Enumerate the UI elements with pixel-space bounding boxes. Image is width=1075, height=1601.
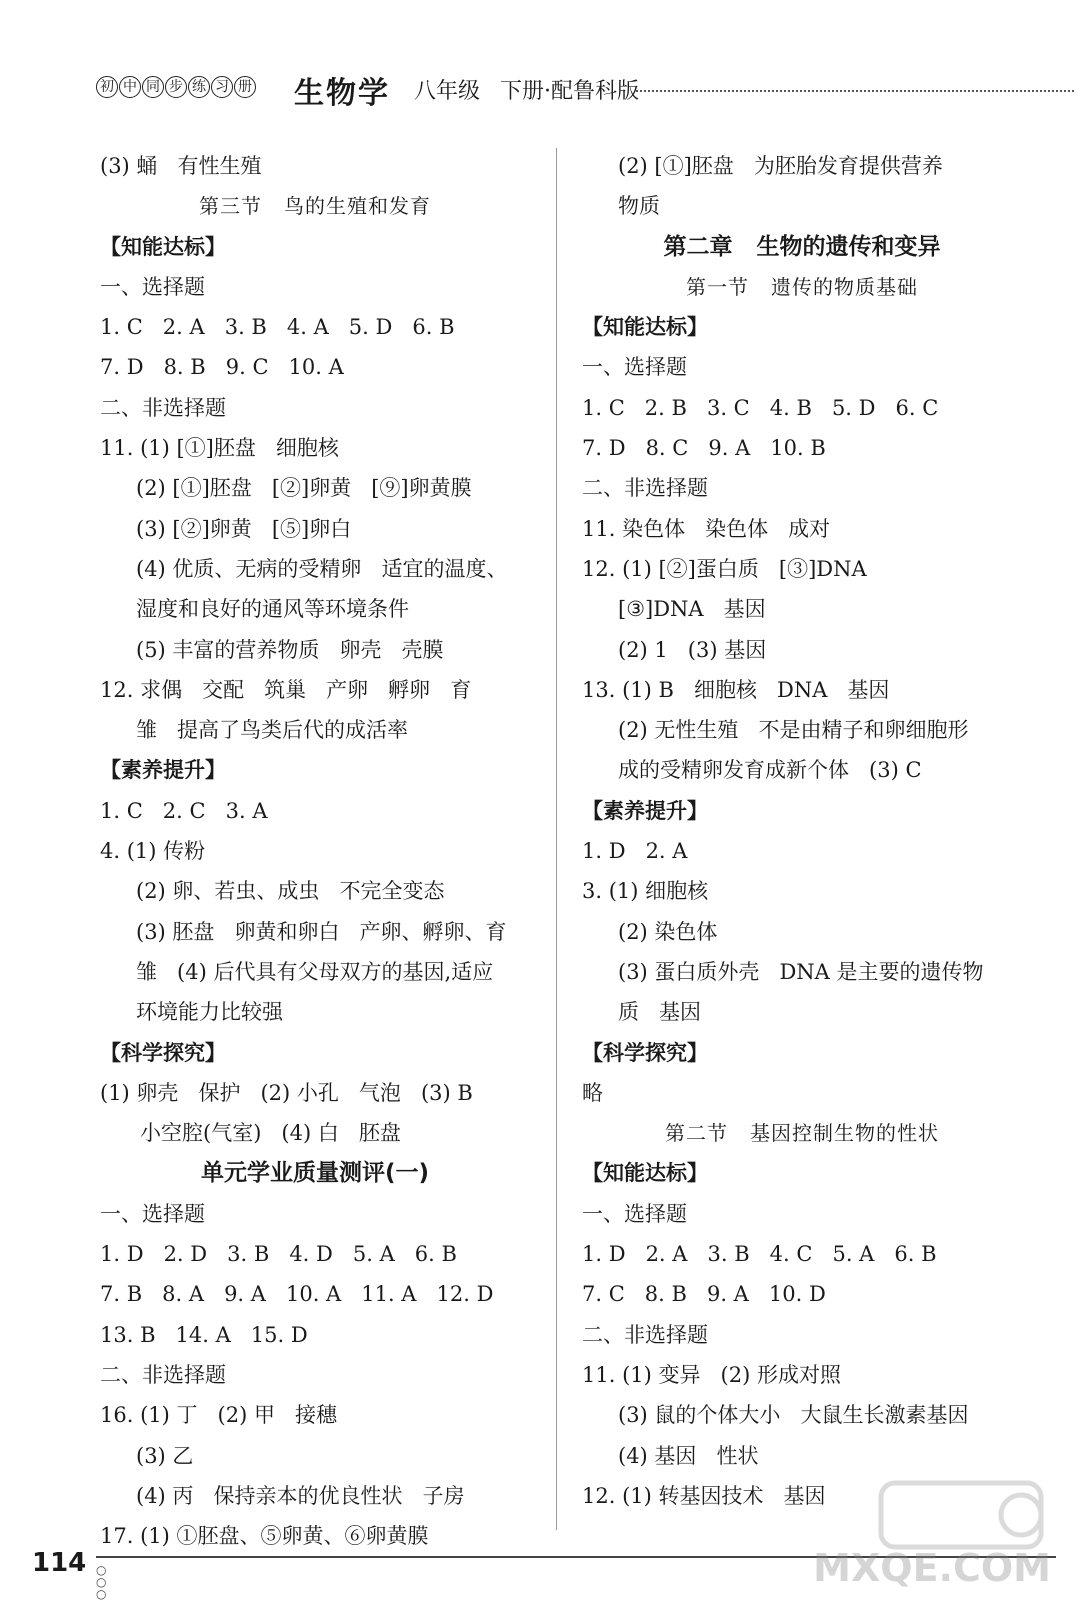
section-heading: 第三节 鸟的生殖和发育	[198, 194, 432, 219]
answer-line: 二、非选择题	[582, 1322, 708, 1347]
series-logo-char: 中	[119, 76, 141, 98]
answer-line: 7. B 8. A 9. A 10. A 11. A 12. D	[100, 1282, 494, 1307]
answer-line: 雏 提高了鸟类后代的成活率	[136, 718, 409, 743]
answer-line: (4) 丙 保持亲本的优良性状 子房	[136, 1483, 465, 1508]
series-logo	[96, 76, 257, 98]
answer-line: [③]DNA 基因	[618, 597, 766, 622]
answer-line: (5) 丰富的营养物质 卵壳 壳膜	[136, 637, 444, 662]
watermark-text: MXQE.COM	[813, 1546, 1051, 1590]
answer-line: 13. B 14. A 15. D	[100, 1322, 308, 1347]
answer-line: 1. C 2. C 3. A	[100, 798, 268, 823]
chapter-heading: 单元学业质量测评(一)	[200, 1160, 430, 1187]
answer-line: (2) 染色体	[618, 919, 718, 944]
category-tag: 【素养提升】	[100, 758, 226, 783]
answer-line: 环境能力比较强	[136, 1000, 283, 1025]
answer-line: (1) 卵壳 保护 (2) 小孔 气泡 (3) B	[100, 1080, 473, 1105]
header-dotted-rule	[636, 90, 1074, 92]
answer-line: (2) [①]胚盘 [②]卵黄 [⑨]卵黄膜	[136, 476, 472, 501]
answer-line: 7. D 8. C 9. A 10. B	[582, 436, 826, 461]
answer-line: 一、选择题	[582, 355, 687, 380]
answer-line: 二、非选择题	[582, 476, 708, 501]
series-logo-char: 同	[142, 76, 164, 98]
answer-line: (2) 无性生殖 不是由精子和卵细胞形	[618, 718, 969, 743]
answer-line: 12. 求偶 交配 筑巢 产卵 孵卵 育	[100, 677, 472, 702]
answer-line: 1. C 2. A 3. B 4. A 5. D 6. B	[100, 315, 455, 340]
left-answer-column	[100, 146, 530, 1556]
page-header	[96, 76, 1071, 116]
category-tag: 【知能达标】	[100, 234, 226, 259]
answer-line: 一、选择题	[100, 1201, 205, 1226]
answer-line: (2) 1 (3) 基因	[618, 637, 767, 662]
category-tag: 【素养提升】	[582, 798, 708, 823]
answer-line: 二、非选择题	[100, 1362, 226, 1387]
series-logo-char: 初	[96, 76, 118, 98]
answer-line: 11. (1) [①]胚盘 细胞核	[100, 436, 339, 461]
category-tag: 【科学探究】	[100, 1040, 226, 1065]
answer-line: 16. (1) 丁 (2) 甲 接穗	[100, 1403, 337, 1428]
answer-line: (3) 蛋白质外壳 DNA 是主要的遗传物	[618, 959, 984, 984]
answer-line: 12. (1) 转基因技术 基因	[582, 1483, 826, 1508]
series-logo-char: 步	[165, 76, 187, 98]
answer-line: (3) [②]卵黄 [⑤]卵白	[136, 516, 352, 541]
subject-title: 生物学	[294, 76, 390, 111]
edition-label: 下册·配鲁科版	[500, 79, 639, 104]
answer-line: 17. (1) ①胚盘、⑤卵黄、⑥卵黄膜	[100, 1524, 429, 1549]
page-number: 114	[32, 1548, 87, 1578]
answer-line: (4) 基因 性状	[618, 1443, 759, 1468]
answer-line: 雏 (4) 后代具有父母双方的基因,适应	[136, 959, 494, 984]
answer-line: 湿度和良好的通风等环境条件	[136, 597, 409, 622]
answer-line: 4. (1) 传粉	[100, 839, 206, 864]
answer-line: 1. C 2. B 3. C 4. B 5. D 6. C	[582, 395, 939, 420]
answer-line: 1. D 2. A 3. B 4. C 5. A 6. B	[582, 1242, 937, 1267]
series-logo-char: 练	[188, 76, 210, 98]
column-divider	[556, 148, 557, 1530]
answer-line: 一、选择题	[582, 1201, 687, 1226]
answer-line: 二、非选择题	[100, 395, 226, 420]
answer-line: (3) 胚盘 卵黄和卵白 产卵、孵卵、育	[136, 919, 507, 944]
answer-line: (3) 乙	[136, 1443, 194, 1468]
category-tag: 【科学探究】	[582, 1040, 708, 1065]
answer-line: 成的受精卵发育成新个体 (3) C	[618, 758, 922, 783]
category-tag: 【知能达标】	[582, 1161, 708, 1186]
answer-line: (4) 优质、无病的受精卵 适宜的温度、	[136, 556, 508, 581]
answer-line: 11. 染色体 染色体 成对	[582, 516, 831, 541]
answer-line: (2) 卵、若虫、成虫 不完全变态	[136, 879, 445, 904]
category-tag: 【知能达标】	[582, 315, 708, 340]
section-heading: 第一节 遗传的物质基础	[685, 274, 919, 299]
answer-line: 质 基因	[618, 1000, 702, 1025]
answer-line: 小空腔(气室) (4) 白 胚盘	[140, 1121, 401, 1146]
answer-line: 13. (1) B 细胞核 DNA 基因	[582, 677, 890, 702]
answer-line: 物质	[618, 194, 660, 219]
answer-line: 1. D 2. D 3. B 4. D 5. A 6. B	[100, 1242, 457, 1267]
right-answer-column	[582, 146, 1022, 1516]
answer-line: 12. (1) [②]蛋白质 [③]DNA	[582, 556, 867, 581]
answer-line: 7. D 8. B 9. C 10. A	[100, 355, 344, 380]
answer-line: 略	[582, 1080, 603, 1105]
grade-label: 八年级	[414, 79, 481, 104]
series-logo-char: 习	[211, 76, 233, 98]
watermark-logo	[813, 1475, 1051, 1590]
answer-line: 11. (1) 变异 (2) 形成对照	[582, 1362, 841, 1387]
answer-line: 3. (1) 细胞核	[582, 879, 709, 904]
answer-line: 一、选择题	[100, 274, 205, 299]
section-heading: 第二节 基因控制生物的性状	[664, 1121, 940, 1146]
series-logo-char: 册	[234, 76, 256, 98]
answer-line: (2) [①]胚盘 为胚胎发育提供营养	[618, 154, 943, 178]
watermark-badge-icon	[871, 1475, 1051, 1555]
answer-line: (3) 鼠的个体大小 大鼠生长激素基因	[618, 1403, 969, 1428]
answer-line: 7. C 8. B 9. A 10. D	[582, 1282, 826, 1307]
footer-ornament-icon: ○ ○ ○	[96, 1563, 107, 1601]
chapter-heading: 第二章 生物的遗传和变异	[663, 233, 941, 260]
answer-line: 1. D 2. A	[582, 839, 688, 864]
answer-line: (3) 蛹 有性生殖	[100, 154, 262, 178]
